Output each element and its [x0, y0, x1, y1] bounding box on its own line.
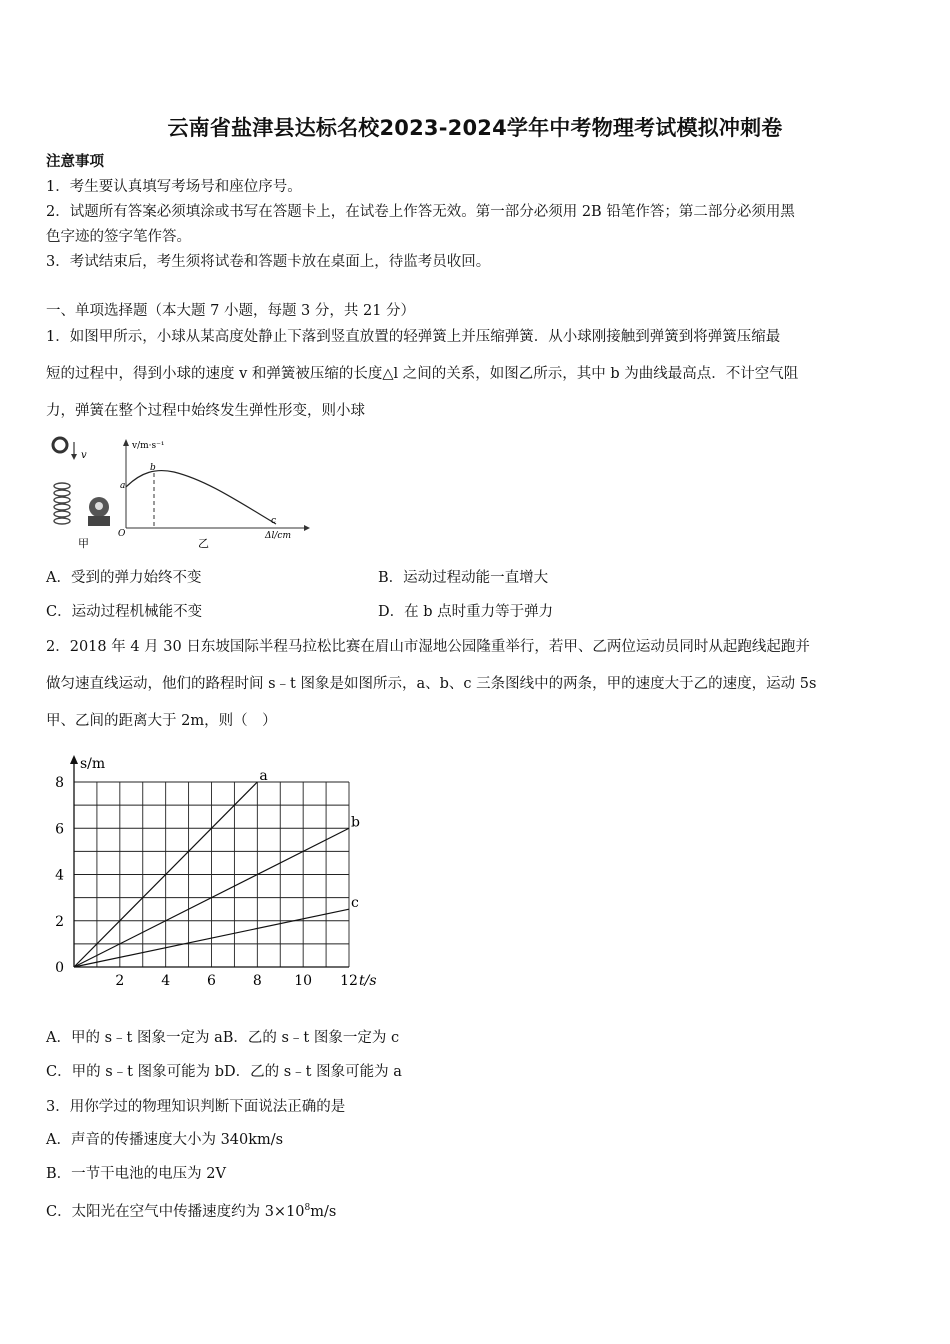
- q1-option-b: B．运动过程动能一直增大: [378, 570, 549, 586]
- section-heading: 一、单项选择题（本大题 7 小题，每题 3 分，共 21 分）: [46, 303, 416, 319]
- q3-option-a: A．声音的传播速度大小为 340km/s: [46, 1132, 284, 1148]
- chart-grid: [74, 782, 349, 967]
- series-label-c: c: [351, 895, 359, 912]
- point-b-label: b: [150, 463, 156, 473]
- point-a-label: a: [120, 481, 126, 491]
- weight-icon: [88, 497, 110, 526]
- y-tick-label: 4: [55, 867, 64, 884]
- y-tick-label: 6: [55, 821, 64, 838]
- series-label-a: a: [259, 768, 268, 784]
- ball-icon: [53, 438, 67, 452]
- x-tick-label: 2: [115, 973, 125, 989]
- vel-axis-label: v/m·s⁻¹: [132, 441, 165, 451]
- notice-item: 1．考生要认真填写考场号和座位序号。: [46, 179, 302, 195]
- q1-stem-line: 力，弹簧在整个过程中始终发生弹性形变，则小球: [46, 403, 365, 419]
- caption-yi: 乙: [198, 537, 209, 550]
- x-tick-label: 6: [207, 973, 216, 989]
- x-axis-label: t/s: [359, 973, 377, 989]
- length-axis-label: Δl/cm: [265, 531, 291, 541]
- notice-item: 色字迹的签字笔作答。: [46, 229, 191, 245]
- origin-label: O: [118, 529, 126, 539]
- x-tick-label: 8: [252, 973, 262, 989]
- notice-item: 3．考试结束后，考生须将试卷和答题卡放在桌面上，待监考员收回。: [46, 254, 491, 270]
- q1-option-a: A．受到的弹力始终不变: [46, 570, 202, 586]
- chart-series: [74, 768, 360, 967]
- point-c-label: c: [271, 516, 277, 526]
- st-chart: [44, 742, 384, 997]
- q2-stem-line: 甲、乙间的距离大于 2m，则（ ）: [46, 713, 277, 729]
- q3-stem: 3．用你学过的物理知识判断下面说法正确的是: [46, 1099, 346, 1115]
- velocity-curve: [126, 471, 276, 524]
- y-tick-label: 0: [55, 960, 64, 976]
- y-tick-label: 8: [55, 775, 64, 791]
- q3-option-b: B．一节干电池的电压为 2V: [46, 1166, 226, 1182]
- q1-stem-line: 短的过程中，得到小球的速度 v 和弹簧被压缩的长度△l 之间的关系，如图乙所示，其中 b 为曲线最高点．不计空气阻: [46, 366, 799, 382]
- x-tick-label: 4: [161, 973, 171, 989]
- q1-option-d: D．在 b 点时重力等于弹力: [378, 604, 554, 620]
- q2-stem-line: 做匀速直线运动，他们的路程时间 s﹣t 图象是如图所示，a、b、c 三条图线中的两条，甲的速度大于乙的速度，运动 5s: [46, 676, 817, 692]
- q1-figure: [46, 432, 316, 554]
- q1-stem-line: 1．如图甲所示，小球从某高度处静止下落到竖直放置的轻弹簧上并压缩弹簧．从小球刚接触到弹簧到将弹簧压缩最: [46, 329, 781, 345]
- q3-option-c-exponent: 8: [304, 1203, 311, 1213]
- y-axis-arrow: [70, 755, 78, 764]
- notice-heading: 注意事项: [46, 153, 104, 170]
- q3-option-c-unit: m/s: [310, 1203, 337, 1220]
- chart-labels: [55, 756, 376, 989]
- page-title: 云南省盐津县达标名校2023-2024学年中考物理考试模拟冲刺卷: [167, 116, 783, 140]
- chart-axes: [70, 755, 349, 967]
- caption-jia: 甲: [78, 537, 89, 550]
- q2-option-ab: A．甲的 s﹣t 图象一定为 aB．乙的 s﹣t 图象一定为 c: [46, 1030, 400, 1046]
- ball-velocity-label: v: [81, 450, 87, 461]
- x-tick-label: 12: [340, 973, 358, 989]
- q2-option-cd: C．甲的 s﹣t 图象可能为 bD．乙的 s﹣t 图象可能为 a: [46, 1064, 402, 1080]
- q1-option-c: C．运动过程机械能不变: [46, 604, 203, 620]
- y-tick-label: 2: [55, 913, 64, 930]
- x-tick-label: 10: [294, 973, 313, 989]
- y-axis-label: s/m: [80, 756, 106, 772]
- q2-stem-line: 2．2018 年 4 月 30 日东坡国际半程马拉松比赛在眉山市湿地公园隆重举行，若甲、乙两位运动员同时从起跑线起跑并: [46, 639, 810, 655]
- series-label-b: b: [351, 814, 360, 831]
- spring-icon: [54, 483, 70, 524]
- notice-item: 2．试题所有答案必须填涂或书写在答题卡上，在试卷上作答无效。第一部分必须用 2B 铅笔作答；第二部分必须用黑: [46, 204, 795, 220]
- q3-option-c: [46, 1198, 336, 1222]
- q3-option-c-text: C．太阳光在空气中传播速度约为 3×10: [46, 1203, 305, 1220]
